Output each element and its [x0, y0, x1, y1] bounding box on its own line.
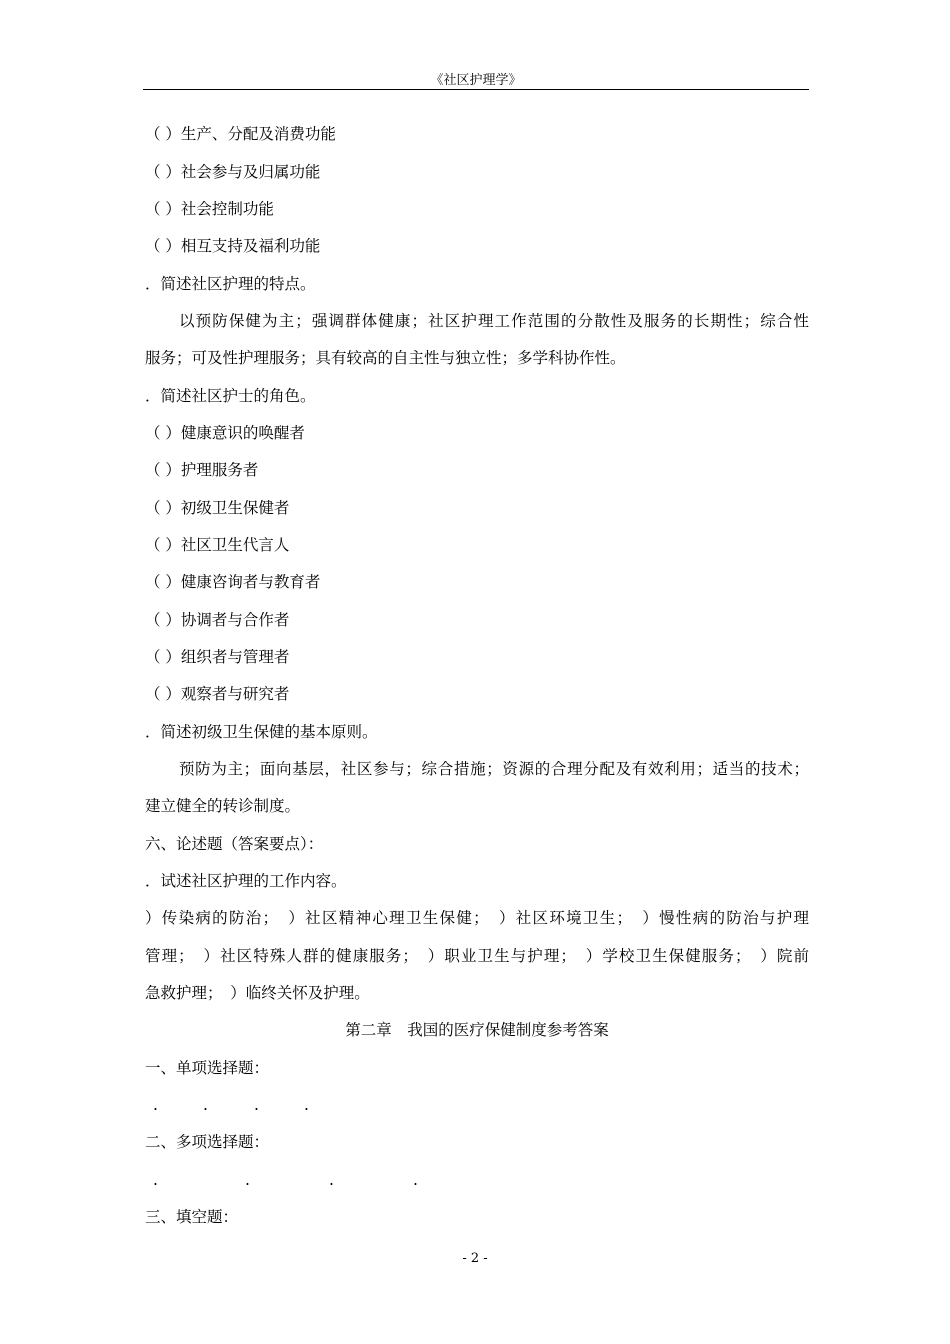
answer-paragraph-line: 预防为主；面向基层，社区参与；综合措施；资源的合理分配及有效利用；适当的技术； — [179, 760, 809, 778]
answer-paragraph-line: 建立健全的转诊制度。 — [145, 797, 301, 815]
answer-paragraph-line: 以预防保健为主；强调群体健康；社区护理工作范围的分散性及服务的长期性；综合性 — [179, 312, 809, 330]
answer-dot: . — [304, 1096, 309, 1114]
answer-paragraph-line: 服务；可及性护理服务；具有较高的自主性与独立性；多学科协作性。 — [145, 349, 626, 367]
list-item: （ ）社会控制功能 — [145, 200, 274, 218]
section-heading: 一、单项选择题： — [145, 1059, 270, 1077]
answer-dot: . — [153, 1171, 158, 1189]
answer-dot: . — [153, 1096, 158, 1114]
list-item: （ ）协调者与合作者 — [145, 611, 290, 629]
list-item: （ ）社区卫生代言人 — [145, 536, 290, 554]
question-text: ．简述初级卫生保健的基本原则。 — [145, 723, 378, 741]
list-item: （ ）健康意识的唤醒者 — [145, 424, 305, 442]
page-number: - 2 - — [462, 1251, 488, 1266]
running-header: 《社区护理学》 — [430, 73, 522, 88]
list-item: （ ）组织者与管理者 — [145, 648, 290, 666]
list-item: （ ）健康咨询者与教育者 — [145, 573, 321, 591]
section-heading: 三、填空题： — [145, 1208, 239, 1226]
answer-dot: . — [254, 1096, 259, 1114]
answer-dot: . — [413, 1171, 418, 1189]
question-text: ．简述社区护士的角色。 — [145, 387, 316, 405]
section-heading: 二、多项选择题： — [145, 1133, 270, 1151]
answer-paragraph-line: 急救护理； ）临终关怀及护理。 — [145, 984, 370, 1002]
answer-dots-row — [145, 1168, 809, 1192]
answer-paragraph-line: ）传染病的防治； ）社区精神心理卫生保健； ）社区环境卫生； ）慢性病的防治与护理 — [145, 909, 809, 927]
list-item: （ ）生产、分配及消费功能 — [145, 125, 336, 143]
header-rule — [143, 89, 809, 90]
list-item: （ ）护理服务者 — [145, 461, 259, 479]
section-heading: 六、论述题（答案要点）： — [145, 835, 324, 853]
answer-dot: . — [245, 1171, 250, 1189]
answer-dots-row — [145, 1093, 809, 1117]
answer-dot: . — [203, 1096, 208, 1114]
question-text: ．简述社区护理的特点。 — [145, 275, 316, 293]
answer-dot: . — [329, 1171, 334, 1189]
list-item: （ ）社会参与及归属功能 — [145, 163, 321, 181]
list-item: （ ）初级卫生保健者 — [145, 499, 290, 517]
chapter-title: 第二章 我国的医疗保健制度参考答案 — [345, 1021, 609, 1039]
question-text: ．试述社区护理的工作内容。 — [145, 872, 347, 890]
list-item: （ ）观察者与研究者 — [145, 685, 290, 703]
list-item: （ ）相互支持及福利功能 — [145, 237, 321, 255]
answer-paragraph-line: 管理； ）社区特殊人群的健康服务； ）职业卫生与护理； ）学校卫生保健服务； ）院前 — [145, 947, 809, 965]
